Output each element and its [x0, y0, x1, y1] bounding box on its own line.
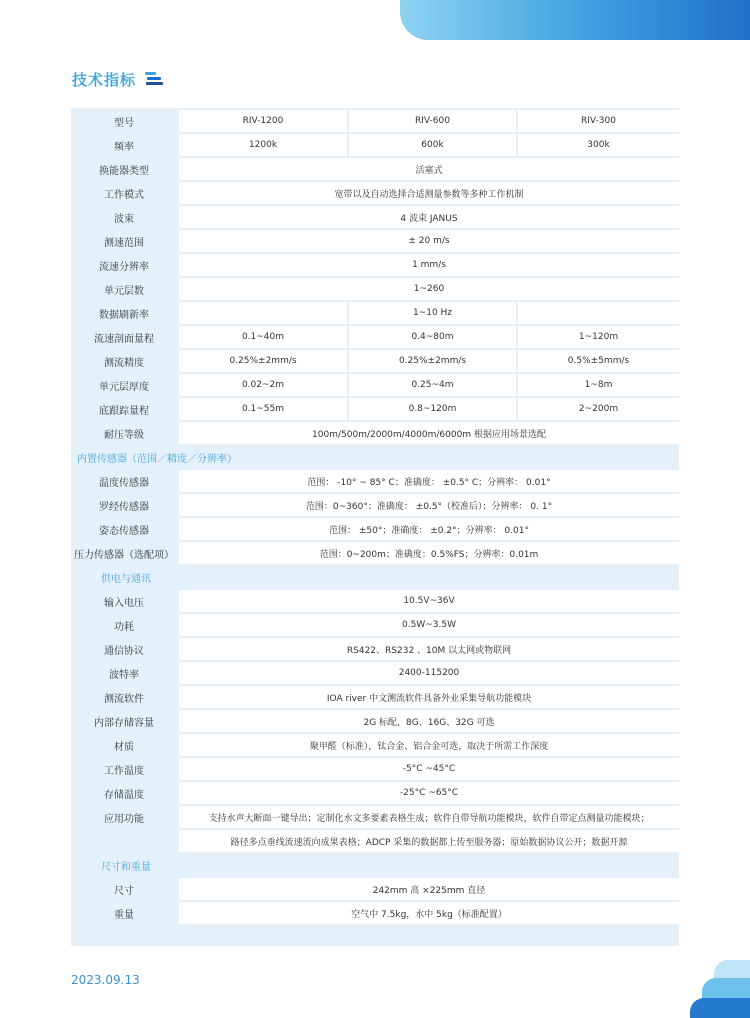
- value-cell: -5°C ~45°C: [179, 758, 679, 780]
- value-cell: 范围： -10° ~ 85° C；准确度： ±0.5° C；分辨率： 0.01°: [179, 470, 679, 492]
- header-decor-band: [400, 0, 750, 40]
- value-cell: 10.5V~36V: [179, 590, 679, 612]
- row-label: 存储温度: [71, 782, 177, 804]
- row-label: 频率: [71, 134, 177, 156]
- row-label: 重量: [71, 902, 177, 924]
- value-cell: [179, 302, 347, 324]
- value-cell: RS422、RS232 、10M 以太网或物联网: [179, 638, 679, 660]
- table-row: [71, 902, 679, 924]
- value-cell: 空气中 7.5kg，水中 5kg（标准配置）: [179, 902, 679, 924]
- value-cell: 1~260: [179, 278, 679, 300]
- value-cell: 2~200m: [518, 398, 679, 420]
- value-cell: 0.25%±2mm/s: [349, 350, 516, 372]
- value-cell: 0.4~80m: [349, 326, 516, 348]
- value-cell: 0.25%±2mm/s: [179, 350, 347, 372]
- table-row: [71, 830, 679, 852]
- row-label: 波特率: [71, 662, 177, 684]
- table-row: [71, 638, 679, 660]
- value-cell: -25°C ~65°C: [179, 782, 679, 804]
- row-label: 材质: [71, 734, 177, 756]
- table-row: [71, 590, 679, 612]
- table-row: [71, 134, 679, 156]
- section-header: 尺寸和重量: [101, 861, 151, 873]
- value-cell: 聚甲醛（标准），钛合金、铝合金可选，取决于所需工作深度: [179, 734, 679, 756]
- value-cell: ± 20 m/s: [179, 230, 679, 252]
- table-row: [71, 158, 679, 180]
- table-row: [71, 182, 679, 204]
- value-cell: 范围：0~200m；准确度：0.5%FS；分辨率：0.01m: [179, 542, 679, 564]
- table-row: [71, 422, 679, 444]
- table-row: [71, 734, 679, 756]
- value-cell: IOA river 中文测流软件具备外业采集导航功能模块: [179, 686, 679, 708]
- row-label: 换能器类型: [71, 158, 177, 180]
- table-row: [71, 710, 679, 732]
- page-title: 技术指标: [72, 70, 137, 89]
- table-row: [71, 470, 679, 492]
- row-label: 单元层厚度: [71, 374, 177, 396]
- table-row: [71, 350, 679, 372]
- value-cell: 0.8~120m: [349, 398, 516, 420]
- stacked-lines-icon: [145, 71, 163, 87]
- row-label: 内部存储容量: [71, 710, 177, 732]
- corner-decor-dark: [690, 998, 750, 1018]
- table-row: [71, 878, 679, 900]
- value-cell: 1~120m: [518, 326, 679, 348]
- table-row: [71, 782, 679, 804]
- value-cell: 2G 标配，8G、16G、32G 可选: [179, 710, 679, 732]
- row-label: 通信协议: [71, 638, 177, 660]
- row-label: 温度传感器: [71, 470, 177, 492]
- table-row: [71, 518, 679, 540]
- row-label: 测流精度: [71, 350, 177, 372]
- value-cell: 1 mm/s: [179, 254, 679, 276]
- row-label: 应用功能: [71, 806, 177, 828]
- footer-date: 2023.09.13: [71, 973, 140, 987]
- table-row: [71, 230, 679, 252]
- table-row: [71, 278, 679, 300]
- value-cell: 0.5W~3.5W: [179, 614, 679, 636]
- value-cell: 2400-115200: [179, 662, 679, 684]
- value-cell: 1~8m: [518, 374, 679, 396]
- table-row: [71, 110, 679, 132]
- value-cell: 0.1~55m: [179, 398, 347, 420]
- table-row: [71, 758, 679, 780]
- value-cell: 1200k: [179, 134, 347, 156]
- row-label: [71, 830, 177, 852]
- row-label: 型号: [71, 110, 177, 132]
- section-header: 供电与通讯: [101, 573, 151, 585]
- row-label: 流速剖面量程: [71, 326, 177, 348]
- value-cell: 4 波束 JANUS: [179, 206, 679, 228]
- row-label: 压力传感器（选配项）: [71, 542, 177, 564]
- table-row: [71, 302, 679, 324]
- value-cell: 0.02~2m: [179, 374, 347, 396]
- value-cell: 路径多点垂线流速流向成果表格；ADCP 采集的数据都上传至服务器；原始数据协议公开；数据开源: [179, 830, 679, 852]
- value-cell: 1~10 Hz: [349, 302, 516, 324]
- value-cell: RIV-300: [518, 110, 679, 132]
- value-cell: 宽带以及自动选择合适测量参数等多种工作机制: [179, 182, 679, 204]
- table-row: [71, 542, 679, 564]
- row-label: 输入电压: [71, 590, 177, 612]
- table-row: [71, 662, 679, 684]
- row-label: 波束: [71, 206, 177, 228]
- row-label: 测速范围: [71, 230, 177, 252]
- row-label: 单元层数: [71, 278, 177, 300]
- section-title: [72, 68, 163, 90]
- value-cell: 活塞式: [179, 158, 679, 180]
- row-label: 罗经传感器: [71, 494, 177, 516]
- row-label: 底跟踪量程: [71, 398, 177, 420]
- section-header: 内置传感器（范围／精度／分辨率）: [77, 453, 237, 465]
- value-cell: 242mm 高 ×225mm 直径: [179, 878, 679, 900]
- row-label: 流速分辨率: [71, 254, 177, 276]
- value-cell: 范围：0~360°；准确度： ±0.5°（校准后）；分辨率： 0. 1°: [179, 494, 679, 516]
- row-label: 功耗: [71, 614, 177, 636]
- value-cell: RIV-1200: [179, 110, 347, 132]
- row-label: 测流软件: [71, 686, 177, 708]
- table-row: [71, 206, 679, 228]
- row-label: 耐压等级: [71, 422, 177, 444]
- table-row: [71, 686, 679, 708]
- row-label: 工作温度: [71, 758, 177, 780]
- row-label: 数据刷新率: [71, 302, 177, 324]
- row-label: 工作模式: [71, 182, 177, 204]
- spec-table: [71, 108, 679, 946]
- value-cell: 300k: [518, 134, 679, 156]
- value-cell: 600k: [349, 134, 516, 156]
- table-row: [71, 254, 679, 276]
- table-row: [71, 326, 679, 348]
- value-cell: 0.1~40m: [179, 326, 347, 348]
- value-cell: RIV-600: [349, 110, 516, 132]
- value-cell: 0.5%±5mm/s: [518, 350, 679, 372]
- table-row: [71, 374, 679, 396]
- table-row: [71, 494, 679, 516]
- value-cell: 范围： ±50°；准确度： ±0.2°；分辨率： 0.01°: [179, 518, 679, 540]
- row-label: 姿态传感器: [71, 518, 177, 540]
- table-row: [71, 614, 679, 636]
- value-cell: [518, 302, 679, 324]
- value-cell: 0.25~4m: [349, 374, 516, 396]
- row-label: 尺寸: [71, 878, 177, 900]
- value-cell: 支持水声大断面一键导出；定制化水文多要素表格生成；软件自带导航功能模块，软件自带定点测量功能模块；: [179, 806, 679, 828]
- value-cell: 100m/500m/2000m/4000m/6000m 根据应用场景选配: [179, 422, 679, 444]
- table-row: [71, 806, 679, 828]
- table-row: [71, 398, 679, 420]
